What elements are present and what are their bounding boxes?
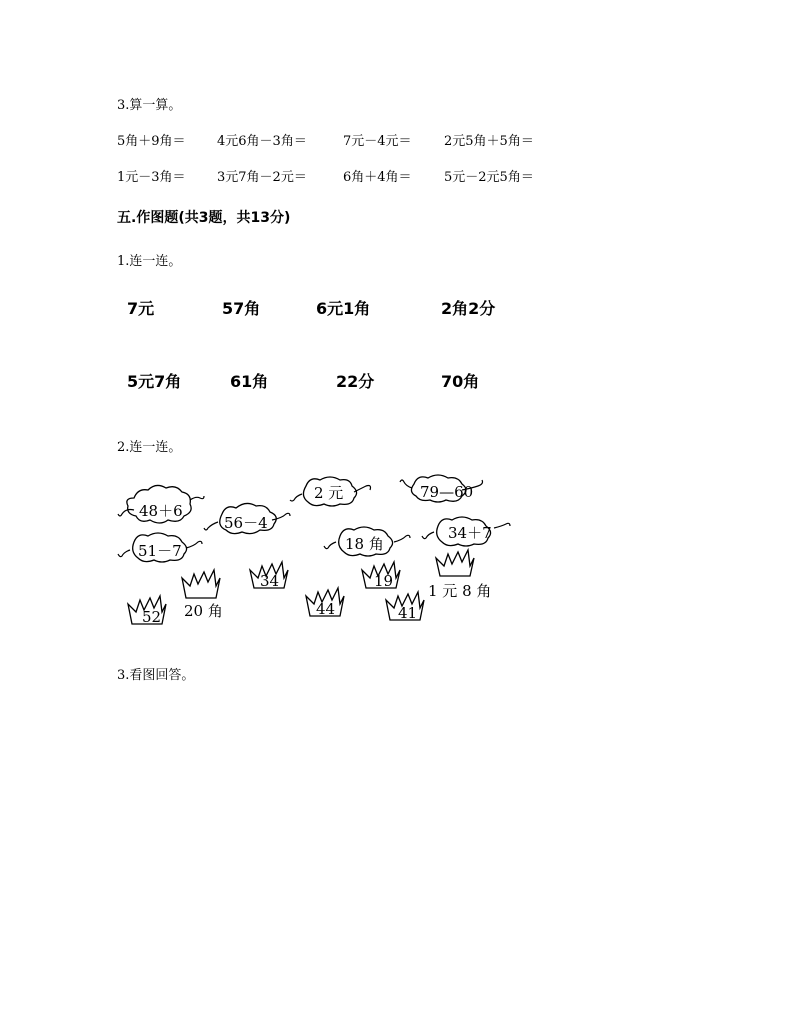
cloud-79-minus-60[interactable] <box>400 475 483 502</box>
label-20-jiao: 20 角 <box>184 602 223 620</box>
expr-r2-2: 3元7角－2元＝ <box>217 170 307 185</box>
expr-r1-3: 7元－4元＝ <box>343 134 412 149</box>
grass-label-5: 41 <box>398 604 418 622</box>
cloud-51-minus-7[interactable] <box>118 533 202 562</box>
q3-title: 3.看图回答。 <box>117 668 195 683</box>
q1-item-r2-2: 61角 <box>230 372 269 391</box>
cloud-label-3: 2 元 <box>314 484 344 502</box>
cloud-56-minus-4[interactable] <box>204 503 290 533</box>
cloud-label-2: 56－4 <box>224 514 268 532</box>
cloud-label-4: 79—60 <box>420 483 474 501</box>
grass-19[interactable] <box>362 562 400 590</box>
grass-label-4: 44 <box>316 600 336 618</box>
grass-label-1: 34 <box>260 572 280 590</box>
expr-r2-1: 1元－3角＝ <box>117 170 186 185</box>
q2-title: 2.连一连。 <box>117 440 182 455</box>
grass-41[interactable] <box>386 592 424 622</box>
grass-52[interactable] <box>128 596 166 626</box>
expr-r2-3: 6角＋4角＝ <box>343 170 412 185</box>
label-1-yuan-8-jiao: 1 元 8 角 <box>428 582 492 600</box>
grass-label-3: 52 <box>142 608 162 626</box>
expr-r1-1: 5角＋9角＝ <box>117 134 186 149</box>
q1-item-r1-1: 7元 <box>127 299 155 318</box>
expr-r1-2: 4元6角－3角＝ <box>217 134 307 149</box>
grass-blank-2[interactable] <box>436 550 474 576</box>
grass-34[interactable] <box>250 562 288 590</box>
q1-item-r2-1: 5元7角 <box>127 372 182 391</box>
grass-blank-1[interactable] <box>182 570 220 598</box>
grass-44[interactable] <box>306 588 344 618</box>
cloud-label-7: 51－7 <box>138 542 182 560</box>
q1-item-r2-3: 22分 <box>336 372 375 391</box>
cloud-2-yuan[interactable] <box>290 477 371 506</box>
cloud-18-jiao[interactable] <box>324 527 410 556</box>
cloud-34-plus-7[interactable] <box>422 517 510 546</box>
section3-title: 3.算一算。 <box>117 98 182 113</box>
cloud-48-plus-6[interactable] <box>118 485 204 523</box>
q1-title: 1.连一连。 <box>117 254 182 269</box>
grass-label-2: 19 <box>374 572 394 590</box>
expr-r1-4: 2元5角＋5角＝ <box>444 134 534 149</box>
q1-item-r2-4: 70角 <box>441 372 480 391</box>
cloud-label-6: 34＋7 <box>448 524 492 542</box>
cloud-label-1: 48＋6 <box>139 502 183 520</box>
section5-title: 五.作图题(共3题，共13分) <box>117 210 291 226</box>
q2-matching-picture <box>110 470 530 630</box>
cloud-label-5: 18 角 <box>345 535 384 553</box>
expr-r2-4: 5元－2元5角＝ <box>444 170 534 185</box>
q1-item-r1-4: 2角2分 <box>441 299 496 318</box>
q1-item-r1-3: 6元1角 <box>316 299 371 318</box>
q1-item-r1-2: 57角 <box>222 299 261 318</box>
